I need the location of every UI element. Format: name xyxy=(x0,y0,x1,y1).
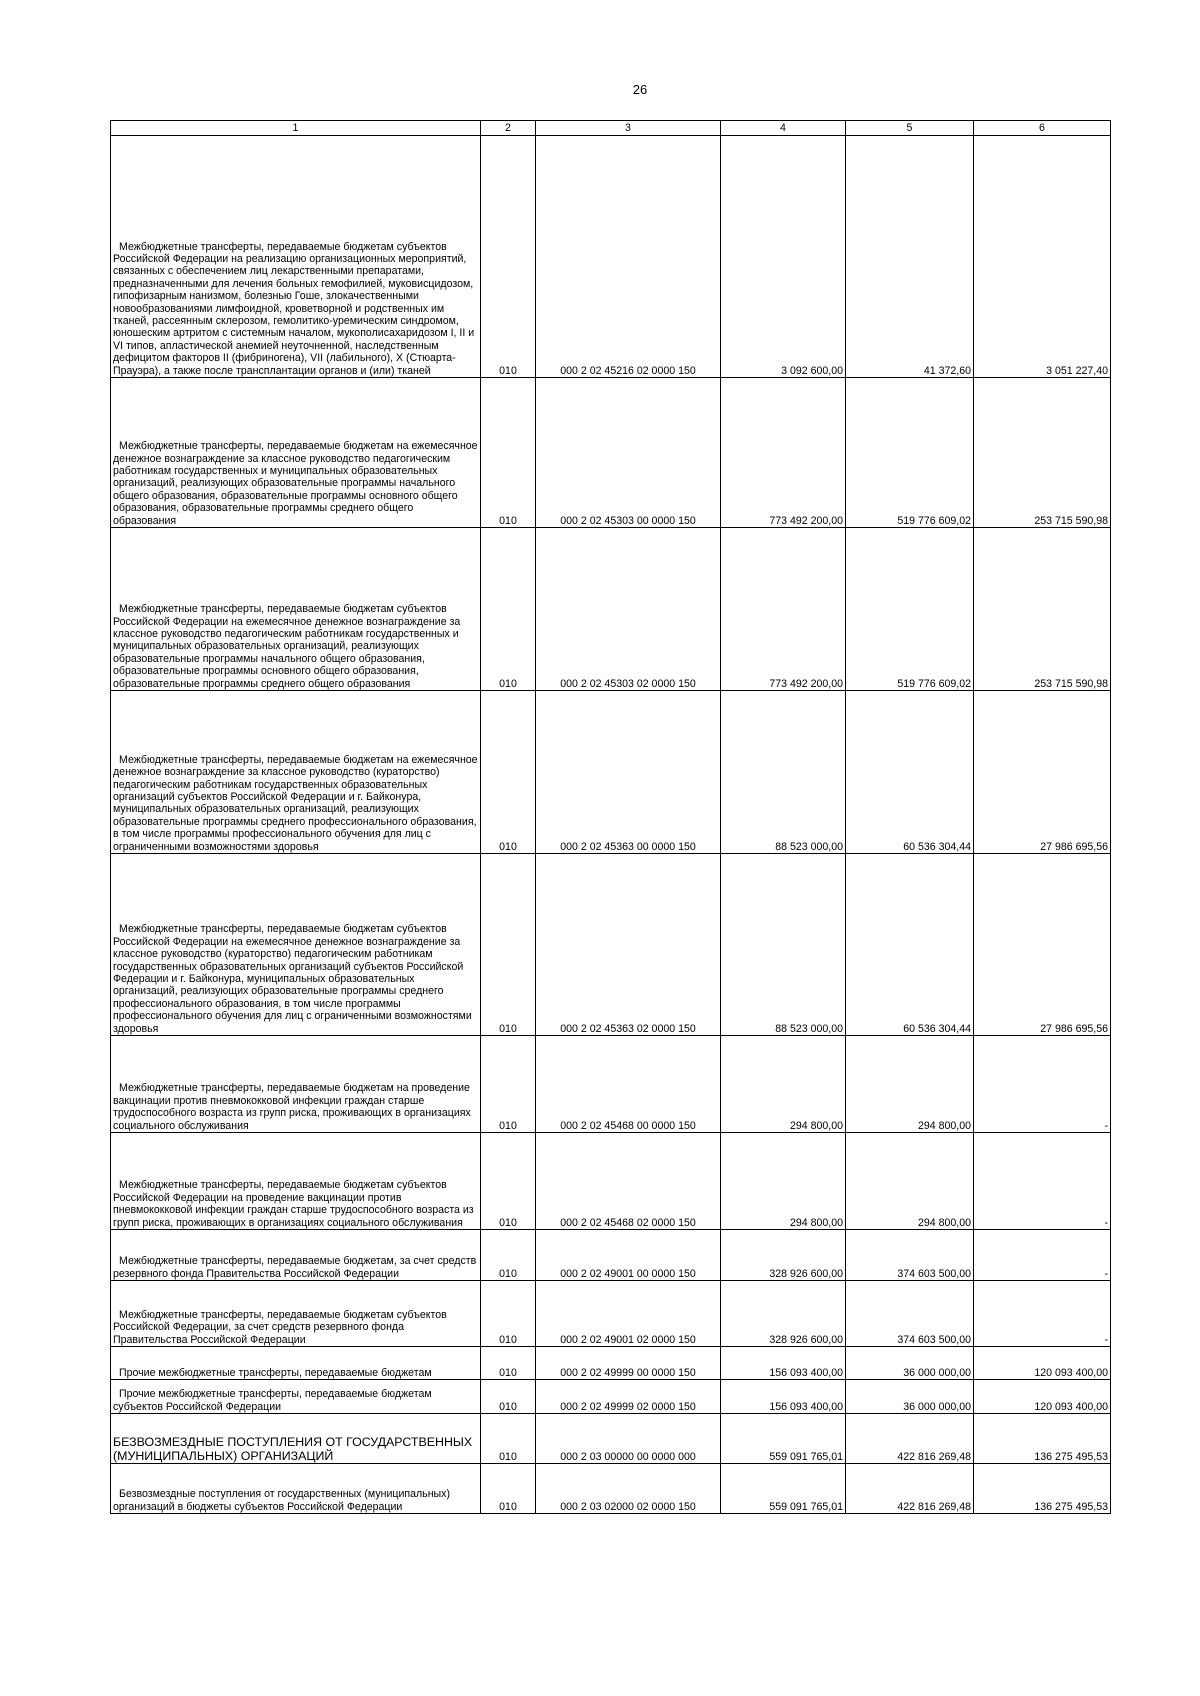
value-col4: 156 093 400,00 xyxy=(721,1380,846,1414)
value-col5: 519 776 609,02 xyxy=(846,528,974,691)
budget-code: 000 2 02 49001 02 0000 150 xyxy=(536,1281,721,1347)
admin-code: 010 xyxy=(481,136,536,378)
admin-code: 010 xyxy=(481,1380,536,1414)
row-name: Межбюджетные трансферты, передаваемые бюджетам субъектов Российской Федерации, за счет средств резервного фонда Правительства Российской Федерации xyxy=(111,1281,481,1347)
row-name: БЕЗВОЗМЕЗДНЫЕ ПОСТУПЛЕНИЯ ОТ ГОСУДАРСТВЕННЫХ (МУНИЦИПАЛЬНЫХ) ОРГАНИЗАЦИЙ xyxy=(111,1414,481,1464)
row-name: Безвозмездные поступления от государственных (муниципальных) организаций в бюджеты субъектов Российской Федерации xyxy=(111,1464,481,1514)
column-header: 4 xyxy=(721,121,846,136)
header-row xyxy=(111,121,1111,136)
value-col4: 328 926 600,00 xyxy=(721,1230,846,1281)
row-name: Межбюджетные трансферты, передаваемые бюджетам на проведение вакцинации против пневмококковой инфекции граждан старше трудоспособного возраста из групп риска, проживающих в организациях социального обслуживания xyxy=(111,1036,481,1133)
value-col4: 294 800,00 xyxy=(721,1036,846,1133)
budget-code: 000 2 02 45468 02 0000 150 xyxy=(536,1133,721,1230)
column-header: 6 xyxy=(974,121,1111,136)
admin-code: 010 xyxy=(481,528,536,691)
admin-code: 010 xyxy=(481,1347,536,1380)
value-col4: 773 492 200,00 xyxy=(721,378,846,528)
table-row xyxy=(111,691,1111,854)
value-col6: 27 986 695,56 xyxy=(974,691,1111,854)
budget-table xyxy=(110,120,1111,1514)
admin-code: 010 xyxy=(481,854,536,1036)
admin-code: 010 xyxy=(481,691,536,854)
value-col5: 36 000 000,00 xyxy=(846,1347,974,1380)
value-col6: - xyxy=(974,1133,1111,1230)
budget-code: 000 2 02 49999 00 0000 150 xyxy=(536,1347,721,1380)
admin-code: 010 xyxy=(481,1036,536,1133)
value-col5: 60 536 304,44 xyxy=(846,691,974,854)
value-col4: 559 091 765,01 xyxy=(721,1464,846,1514)
value-col5: 60 536 304,44 xyxy=(846,854,974,1036)
row-name: Межбюджетные трансферты, передаваемые бюджетам на ежемесячное денежное вознаграждение за классное руководство (кураторство) педагогическим работникам государственных образовательных организаций субъектов Российской Федерации и г. Байконура, муниципальных образовательных организаций, реализующих образовательные программы среднего профессионального образования, в том числе программы профессионального обучения для лиц с ограниченными возможностями здоровья xyxy=(111,691,481,854)
row-name: Межбюджетные трансферты, передаваемые бюджетам на ежемесячное денежное вознаграждение за классное руководство педагогическим работникам государственных и муниципальных образовательных организаций, реализующих образовательные программы начального общего образования, образовательные программы основного общего образования, образовательные программы среднего общего образования xyxy=(111,378,481,528)
table-row xyxy=(111,1347,1111,1380)
row-name: Прочие межбюджетные трансферты, передаваемые бюджетам субъектов Российской Федерации xyxy=(111,1380,481,1414)
table-row xyxy=(111,1414,1111,1464)
value-col5: 374 603 500,00 xyxy=(846,1230,974,1281)
page-number: 26 xyxy=(632,82,648,97)
budget-code: 000 2 02 45363 02 0000 150 xyxy=(536,854,721,1036)
table-row xyxy=(111,378,1111,528)
value-col4: 328 926 600,00 xyxy=(721,1281,846,1347)
table-row xyxy=(111,1230,1111,1281)
value-col5: 36 000 000,00 xyxy=(846,1380,974,1414)
value-col6: - xyxy=(974,1281,1111,1347)
budget-code: 000 2 02 45468 00 0000 150 xyxy=(536,1036,721,1133)
value-col6: 253 715 590,98 xyxy=(974,378,1111,528)
row-name: Межбюджетные трансферты, передаваемые бюджетам субъектов Российской Федерации на ежемесячное денежное вознаграждение за классное руководство педагогическим работникам государственных и муниципальных образовательных организаций, реализующих образовательные программы начального общего образования, образовательные программы основного общего образования, образовательные программы среднего общего образования xyxy=(111,528,481,691)
row-name: Межбюджетные трансферты, передаваемые бюджетам субъектов Российской Федерации на ежемесячное денежное вознаграждение за классное руководство (кураторство) педагогическим работникам государственных образовательных организаций субъектов Российской Федерации и г. Байконура, муниципальных образовательных организаций, реализующих образовательные программы среднего профессионального образования, в том числе программы профессионального обучения для лиц с ограниченными возможностями здоровья xyxy=(111,854,481,1036)
budget-code: 000 2 02 49001 00 0000 150 xyxy=(536,1230,721,1281)
column-header: 2 xyxy=(481,121,536,136)
table-row xyxy=(111,1133,1111,1230)
value-col5: 294 800,00 xyxy=(846,1133,974,1230)
table-row xyxy=(111,1380,1111,1414)
admin-code: 010 xyxy=(481,1133,536,1230)
budget-code: 000 2 03 02000 02 0000 150 xyxy=(536,1464,721,1514)
value-col4: 294 800,00 xyxy=(721,1133,846,1230)
value-col4: 88 523 000,00 xyxy=(721,854,846,1036)
value-col4: 88 523 000,00 xyxy=(721,691,846,854)
admin-code: 010 xyxy=(481,1281,536,1347)
value-col5: 422 816 269,48 xyxy=(846,1414,974,1464)
value-col6: 253 715 590,98 xyxy=(974,528,1111,691)
row-name: Межбюджетные трансферты, передаваемые бюджетам субъектов Российской Федерации на реализацию организационных мероприятий, связанных с обеспечением лиц лекарственными препаратами, предназначенными для лечения больных гемофилией, муковисцидозом, гипофизарным нанизмом, болезнью Гоше, злокачественными новообразованиями лимфоидной, кроветворной и родственных им тканей, рассеянным склерозом, гемолитико-уремическим синдромом, юношеским артритом с системным началом, мукополисахаридозом I, II и VI типов, апластической анемией неуточненной, наследственным дефицитом факторов II (фибриногена), VII (лабильного), X (Стюарта-Прауэра), а также после трансплантации органов и (или) тканей xyxy=(111,136,481,378)
table-row xyxy=(111,1036,1111,1133)
value-col5: 422 816 269,48 xyxy=(846,1464,974,1514)
value-col6: 120 093 400,00 xyxy=(974,1380,1111,1414)
table-row xyxy=(111,136,1111,378)
row-name: Межбюджетные трансферты, передаваемые бюджетам субъектов Российской Федерации на проведение вакцинации против пневмококковой инфекции граждан старше трудоспособного возраста из групп риска, проживающих в организациях социального обслуживания xyxy=(111,1133,481,1230)
value-col4: 559 091 765,01 xyxy=(721,1414,846,1464)
column-header: 3 xyxy=(536,121,721,136)
value-col6: 136 275 495,53 xyxy=(974,1464,1111,1514)
column-header: 1 xyxy=(111,121,481,136)
budget-code: 000 2 02 45303 00 0000 150 xyxy=(536,378,721,528)
value-col6: - xyxy=(974,1230,1111,1281)
value-col4: 773 492 200,00 xyxy=(721,528,846,691)
admin-code: 010 xyxy=(481,1464,536,1514)
budget-code: 000 2 02 45363 00 0000 150 xyxy=(536,691,721,854)
admin-code: 010 xyxy=(481,1414,536,1464)
value-col5: 41 372,60 xyxy=(846,136,974,378)
budget-code: 000 2 02 45216 02 0000 150 xyxy=(536,136,721,378)
value-col6: 120 093 400,00 xyxy=(974,1347,1111,1380)
value-col4: 3 092 600,00 xyxy=(721,136,846,378)
value-col6: 3 051 227,40 xyxy=(974,136,1111,378)
row-name: Прочие межбюджетные трансферты, передаваемые бюджетам xyxy=(111,1347,481,1380)
value-col6: 27 986 695,56 xyxy=(974,854,1111,1036)
value-col4: 156 093 400,00 xyxy=(721,1347,846,1380)
admin-code: 010 xyxy=(481,378,536,528)
value-col6: 136 275 495,53 xyxy=(974,1414,1111,1464)
value-col5: 294 800,00 xyxy=(846,1036,974,1133)
admin-code: 010 xyxy=(481,1230,536,1281)
table-row xyxy=(111,1464,1111,1514)
column-header: 5 xyxy=(846,121,974,136)
table-row xyxy=(111,854,1111,1036)
value-col5: 519 776 609,02 xyxy=(846,378,974,528)
value-col5: 374 603 500,00 xyxy=(846,1281,974,1347)
budget-code: 000 2 02 49999 02 0000 150 xyxy=(536,1380,721,1414)
value-col6: - xyxy=(974,1036,1111,1133)
table-row xyxy=(111,1281,1111,1347)
budget-code: 000 2 02 45303 02 0000 150 xyxy=(536,528,721,691)
budget-code: 000 2 03 00000 00 0000 000 xyxy=(536,1414,721,1464)
row-name: Межбюджетные трансферты, передаваемые бюджетам, за счет средств резервного фонда Правительства Российской Федерации xyxy=(111,1230,481,1281)
table-row xyxy=(111,528,1111,691)
